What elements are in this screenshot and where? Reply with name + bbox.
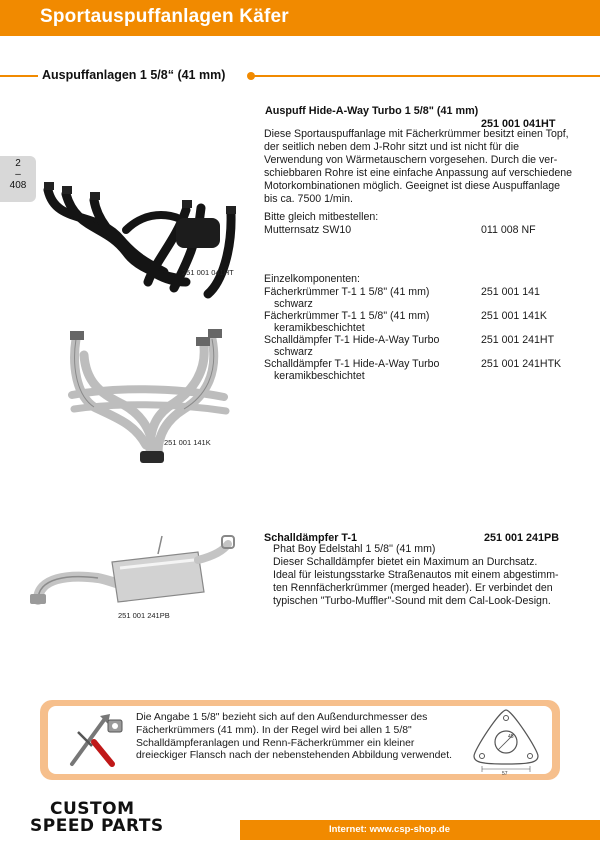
image-label: 251 001 041HT	[182, 268, 234, 277]
header-ceramic-image	[54, 325, 244, 470]
divider	[0, 75, 38, 77]
description-line: Dieser Schalldämpfer bietet ein Maximum an Durchsatz.	[273, 556, 538, 568]
image-label: 251 001 241PB	[118, 611, 170, 620]
product-title: Auspuff Hide-A-Way Turbo 1 5/8" (41 mm)	[265, 105, 479, 117]
description-line: Diese Sportauspuffanlage mit Fächerkrümmer besitzt einen Topf,	[264, 128, 569, 140]
chapter-number: 2	[15, 158, 21, 169]
component-number: 251 001 241HTK	[481, 358, 562, 370]
description-line: Ideal für leistungsstarke Straßenautos mit einem abgestimm-	[273, 569, 559, 581]
flange-width-label: 57	[502, 771, 508, 776]
description-line: bis ca. 7500 1/min.	[264, 193, 353, 205]
section-heading	[0, 68, 600, 84]
logo-line-custom: CUSTOM	[50, 799, 135, 819]
bullet-icon	[247, 72, 255, 80]
description-line: der seitlich neben dem J-Rohr sitzt und ist nicht für die	[264, 141, 519, 153]
component-number: 251 001 141K	[481, 310, 547, 322]
order-label: Bitte gleich mitbestellen:	[264, 211, 379, 223]
image-label: 251 001 141K	[164, 438, 211, 447]
info-line: Fächerkrümmers (41 mm). In der Regel wird bei allen 1 5/8"	[136, 724, 412, 736]
component-variant: schwarz	[274, 298, 313, 310]
product-number: 251 001 041HT	[481, 118, 556, 130]
product-title: Schalldämpfer T-1	[264, 532, 358, 544]
component-number: 251 001 241HT	[481, 334, 555, 346]
flange-diameter-label: 45	[508, 734, 514, 740]
info-line: dreieckiger Flansch nach der nebenstehenden Abbildung verwendet.	[136, 750, 452, 762]
chapter-dash: –	[15, 169, 21, 180]
info-text	[136, 712, 452, 763]
order-number: 011 008 NF	[481, 224, 536, 236]
product-number: 251 001 241PB	[484, 532, 560, 544]
chapter-tab	[0, 156, 36, 202]
component-name: Fächerkrümmer T-1 1 5/8" (41 mm)	[264, 286, 430, 298]
component-variant: keramikbeschichtet	[274, 322, 365, 334]
page-number: 408	[9, 180, 27, 191]
flange-diagram	[466, 706, 546, 776]
divider	[252, 75, 600, 77]
components-label: Einzelkomponenten:	[264, 273, 360, 285]
order-item: Mutternsatz SW10	[264, 224, 352, 236]
logo-line-speed-parts: SPEED PARTS	[30, 816, 164, 836]
component-number: 251 001 141	[481, 286, 540, 298]
page-title: Sportauspuffanlagen Käfer	[40, 6, 289, 27]
description-line: Phat Boy Edelstahl 1 5/8'' (41 mm)	[273, 543, 436, 555]
tools-icon	[64, 712, 128, 770]
info-line: Schalldämpferanlagen und Renn-Fächerkrümmer ein kleiner	[136, 737, 415, 749]
footer-internet[interactable]: Internet: www.csp-shop.de	[328, 824, 450, 835]
description-line: Motorkombinationen möglich. Geeignet ist diese Auspuffanlage	[264, 180, 561, 192]
product-description	[273, 543, 559, 608]
component-variant: keramikbeschichtet	[274, 370, 365, 382]
info-line: Die Angabe 1 5/8" bezieht sich auf den Außendurchmesser des	[136, 712, 428, 723]
description-line: typischen "Turbo-Muffler"-Sound mit dem Cal-Look-Design.	[273, 595, 551, 607]
footer-bar	[240, 820, 600, 840]
brand-logo	[30, 801, 164, 835]
muffler-phat-boy-image	[28, 530, 238, 620]
section-title: Auspuffanlagen 1 5/8“ (41 mm)	[42, 68, 226, 82]
description-line: ten Rennfächerkrümmer (merged header). Er verbindet den	[273, 582, 553, 594]
description-line: Verwendung von Wärmetauschern vorgesehen. Durch die ver-	[264, 154, 558, 166]
exhaust-system-black-image	[36, 170, 256, 300]
product-description	[264, 128, 572, 206]
component-name: Schalldämpfer T-1 Hide-A-Way Turbo	[264, 358, 440, 370]
description-line: schiebbaren Rohre ist eine einfache Anpassung auf verschiedene	[264, 167, 573, 179]
component-variant: schwarz	[274, 346, 313, 358]
component-name: Schalldämpfer T-1 Hide-A-Way Turbo	[264, 334, 440, 346]
page-header	[0, 0, 600, 36]
component-name: Fächerkrümmer T-1 1 5/8" (41 mm)	[264, 310, 430, 322]
